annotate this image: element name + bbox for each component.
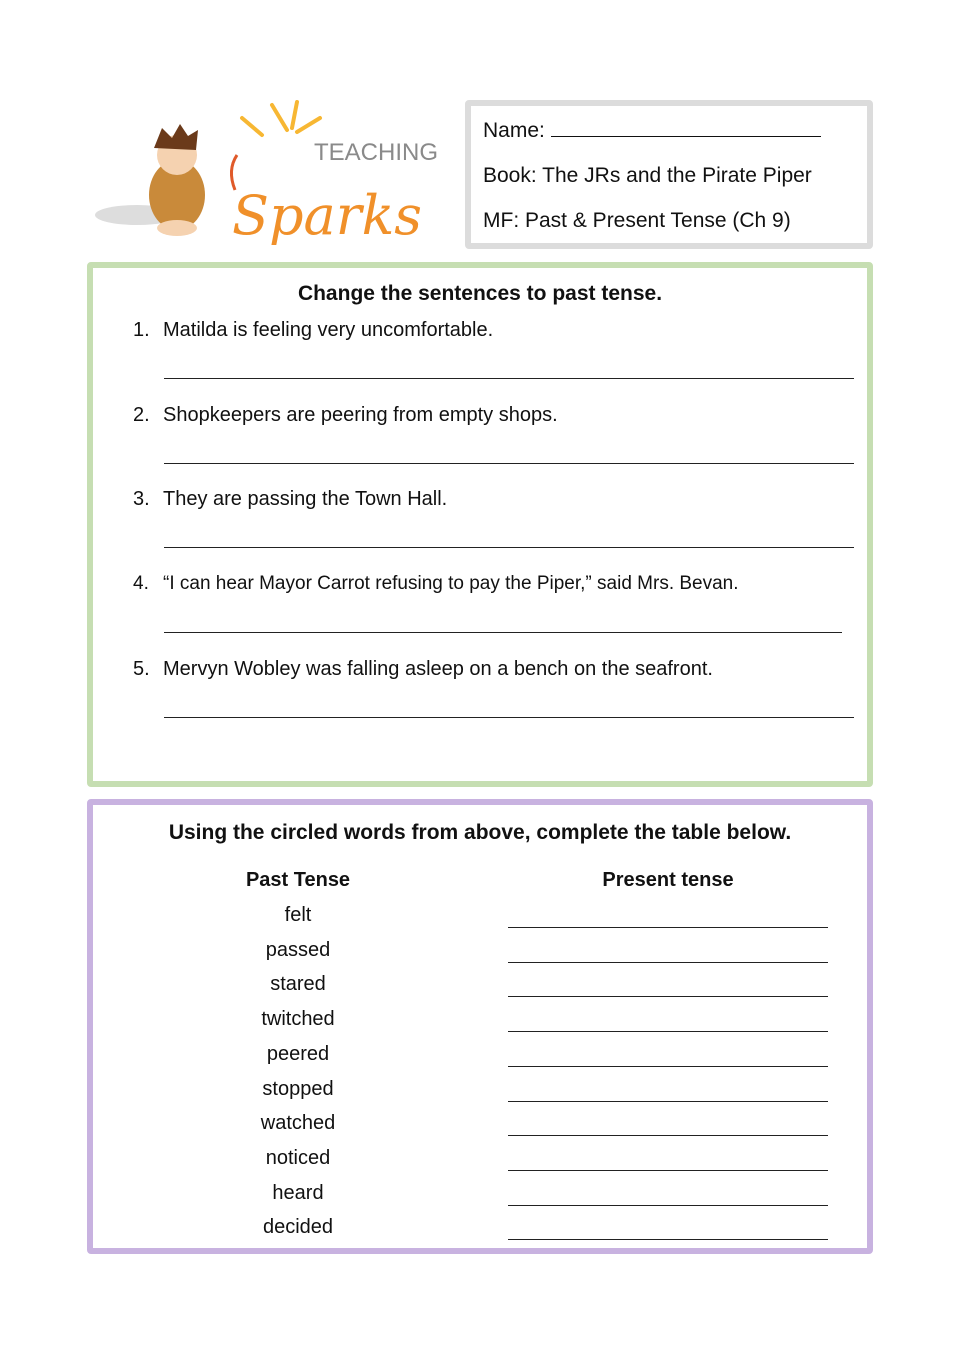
present-tense-answer-line[interactable]	[508, 1205, 828, 1206]
present-tense-answer-line[interactable]	[508, 1101, 828, 1102]
name-label: Name:	[483, 119, 545, 142]
present-tense-answer-line[interactable]	[508, 1170, 828, 1171]
name-blank[interactable]	[551, 118, 821, 137]
present-tense-answer-line[interactable]	[508, 996, 828, 997]
present-tense-answer-line[interactable]	[508, 962, 828, 963]
book-title: Book: The JRs and the Pirate Piper	[483, 164, 812, 187]
past-tense-word: stopped	[262, 1077, 334, 1100]
present-tense-answer-line[interactable]	[508, 1135, 828, 1136]
question-3: 3. They are passing the Town Hall.	[133, 488, 448, 510]
name-field[interactable]	[483, 118, 821, 143]
answer-line-2[interactable]	[164, 463, 854, 464]
word-table-section	[87, 799, 873, 1254]
past-tense-word: heard	[272, 1181, 324, 1204]
past-tense-word: stared	[270, 973, 326, 996]
logo-teaching-text: TEACHING	[314, 139, 439, 166]
present-tense-answer-line[interactable]	[508, 1066, 828, 1067]
spark-rays-icon	[242, 102, 320, 135]
question-4: 4. “I can hear Mayor Carrot refusing to pay the Piper,” said Mrs. Bevan.	[133, 573, 739, 594]
answer-line-1[interactable]	[164, 378, 854, 379]
worksheet-topic: MF: Past & Present Tense (Ch 9)	[483, 209, 791, 232]
past-tense-word: noticed	[265, 1146, 331, 1169]
past-tense-word: twitched	[261, 1008, 335, 1031]
section1-heading: Change the sentences to past tense.	[297, 282, 663, 305]
past-tense-section	[87, 262, 873, 787]
past-tense-word: decided	[262, 1216, 334, 1239]
present-tense-answer-line[interactable]	[508, 1239, 828, 1240]
student-info-box	[465, 100, 873, 249]
answer-line-4[interactable]	[164, 632, 842, 633]
past-tense-word: peered	[266, 1042, 330, 1065]
section2-heading: Using the circled words from above, complete the table below.	[168, 821, 792, 844]
present-tense-answer-line[interactable]	[508, 1031, 828, 1032]
past-tense-word: felt	[284, 904, 312, 926]
past-tense-header: Past Tense	[245, 869, 351, 891]
answer-line-3[interactable]	[164, 547, 854, 548]
question-5: 5. Mervyn Wobley was falling asleep on a bench on the seafront.	[133, 658, 713, 680]
teaching-sparks-logo	[92, 100, 452, 245]
logo-sparks-text: Sparks	[232, 184, 423, 245]
present-tense-header: Present tense	[602, 869, 734, 891]
present-tense-answer-line[interactable]	[508, 927, 828, 928]
past-tense-word: passed	[265, 938, 331, 961]
past-tense-word: watched	[260, 1112, 336, 1135]
caveman-mascot-icon	[149, 124, 205, 236]
answer-line-5[interactable]	[164, 717, 854, 718]
question-1: 1. Matilda is feeling very uncomfortable.	[133, 319, 494, 341]
question-2: 2. Shopkeepers are peering from empty shops.	[133, 404, 558, 426]
